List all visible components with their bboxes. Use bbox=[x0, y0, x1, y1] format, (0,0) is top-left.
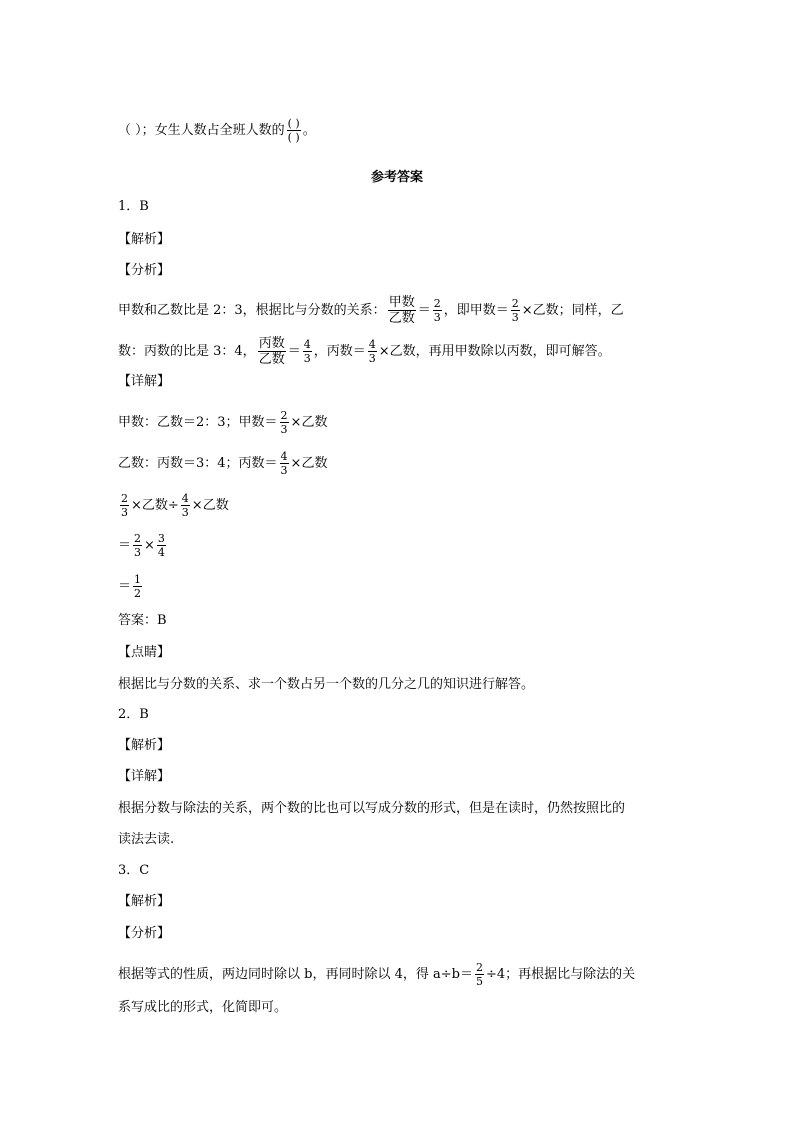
question-end: 。 bbox=[302, 123, 316, 138]
question-tail-line bbox=[118, 118, 316, 143]
text-segment: ＝ bbox=[118, 579, 132, 594]
fraction-denominator: 3 bbox=[280, 464, 288, 477]
fraction-denominator: 乙数 bbox=[388, 311, 415, 326]
q1-detail-line-1 bbox=[118, 410, 327, 435]
text-segment: 甲数和乙数比是 2：3，根据比与分数的关系： bbox=[118, 303, 386, 318]
fraction bbox=[157, 533, 166, 558]
fraction-numerator: 丙数 bbox=[258, 336, 285, 351]
fraction-denominator: 3 bbox=[280, 423, 288, 436]
fraction-denominator: 3 bbox=[511, 311, 519, 324]
fraction bbox=[133, 533, 142, 558]
fraction bbox=[181, 493, 190, 518]
q1-fenxi-heading: 【分析】 bbox=[118, 263, 171, 278]
fraction-numerator: ( ) bbox=[287, 117, 300, 130]
fraction-denominator: 乙数 bbox=[258, 352, 285, 367]
fraction-numerator: 4 bbox=[303, 338, 311, 351]
fraction-numerator: 2 bbox=[433, 297, 441, 310]
q3-analysis-line-1 bbox=[118, 962, 635, 987]
q1-jiexi-heading: 【解析】 bbox=[118, 232, 171, 247]
text-segment: ×乙数；同样，乙 bbox=[521, 303, 624, 318]
fraction-numerator: 2 bbox=[511, 297, 519, 310]
text-segment: 数：丙数的比是 3：4， bbox=[118, 344, 256, 359]
fraction bbox=[258, 337, 286, 366]
q3-fenxi-heading: 【分析】 bbox=[118, 926, 171, 941]
text-segment: ＝ bbox=[118, 538, 132, 553]
fraction-denominator: 4 bbox=[157, 546, 165, 559]
q3-jiexi-heading: 【解析】 bbox=[118, 894, 171, 909]
text-segment: ＝ bbox=[417, 303, 431, 318]
q2-detail-line-1: 根据分数与除法的关系，两个数的比也可以写成分数的形式，但是在读时，仍然按照比的 bbox=[118, 801, 626, 816]
fraction bbox=[303, 339, 312, 364]
fraction-numerator: 4 bbox=[368, 338, 376, 351]
fraction-denominator: 3 bbox=[121, 506, 128, 519]
fraction-denominator: 3 bbox=[181, 506, 189, 519]
text-segment: ÷4；再根据比与除法的关 bbox=[485, 967, 636, 982]
text-segment: 乙数：丙数＝3：4；丙数＝ bbox=[118, 456, 278, 471]
fraction-numerator: 3 bbox=[157, 532, 165, 545]
text-segment: ×乙数 bbox=[290, 415, 328, 430]
fraction bbox=[280, 451, 289, 476]
fraction bbox=[433, 298, 442, 323]
q3-number: 3．C bbox=[118, 863, 150, 878]
q1-detail-line-2 bbox=[118, 451, 327, 476]
q1-summary: 根据比与分数的关系、求一个数占另一个数的几分之几的知识进行解答。 bbox=[118, 677, 535, 692]
text-segment: 根据等式的性质，两边同时除以 b，再同时除以 4，得 a÷b＝ bbox=[118, 967, 473, 982]
fraction bbox=[133, 574, 142, 599]
text-segment: × bbox=[144, 538, 155, 553]
fraction bbox=[120, 493, 129, 518]
fraction-numerator: 2 bbox=[134, 532, 142, 545]
q1-number: 1．B bbox=[118, 199, 149, 214]
text-segment: ，即甲数＝ bbox=[443, 303, 509, 318]
fraction-numerator: 2 bbox=[280, 409, 288, 422]
q2-detail-line-2: 读法去读. bbox=[118, 832, 175, 847]
fraction-denominator: 3 bbox=[433, 311, 441, 324]
text-segment: ×乙数÷ bbox=[131, 498, 179, 513]
fraction bbox=[511, 298, 520, 323]
fraction-denominator: 3 bbox=[368, 352, 376, 365]
question-text: （ ）；女生人数占全班人数的 bbox=[118, 123, 285, 138]
blank-fraction bbox=[287, 118, 301, 143]
q2-number: 2．B bbox=[118, 707, 149, 722]
text-segment: ×乙数，再用甲数除以丙数，即可解答。 bbox=[378, 344, 611, 359]
fraction-numerator: 2 bbox=[475, 961, 483, 974]
q1-detail-line-5 bbox=[118, 574, 144, 599]
q1-dianjing-heading: 【点睛】 bbox=[118, 645, 171, 660]
fraction-numerator: 甲数 bbox=[388, 295, 415, 310]
fraction bbox=[280, 410, 289, 435]
fraction-denominator: 5 bbox=[475, 975, 483, 988]
fraction-denominator: 3 bbox=[134, 546, 142, 559]
text-segment: ，丙数＝ bbox=[313, 344, 366, 359]
fraction-numerator: 2 bbox=[121, 492, 128, 505]
fraction-denominator: 2 bbox=[134, 587, 142, 600]
q2-xiangjie-heading: 【详解】 bbox=[118, 769, 171, 784]
fraction-numerator: 1 bbox=[134, 573, 142, 586]
fraction-denominator: ( ) bbox=[287, 131, 300, 144]
text-segment: ×乙数 bbox=[290, 456, 328, 471]
q1-xiangjie-heading: 【详解】 bbox=[118, 374, 171, 389]
fraction-numerator: 4 bbox=[181, 492, 189, 505]
text-segment: ×乙数 bbox=[191, 498, 229, 513]
text-segment: ＝ bbox=[287, 344, 301, 359]
q1-analysis-line-1 bbox=[118, 296, 624, 325]
q1-answer: 答案：B bbox=[118, 613, 167, 628]
q1-detail-line-4 bbox=[118, 533, 168, 558]
fraction bbox=[475, 962, 484, 987]
fraction bbox=[368, 339, 377, 364]
fraction-denominator: 3 bbox=[303, 352, 311, 365]
fraction-numerator: 4 bbox=[280, 450, 288, 463]
fraction bbox=[388, 296, 416, 325]
q3-analysis-line-2: 系写成比的形式，化简即可。 bbox=[118, 1000, 288, 1015]
q2-jiexi-heading: 【解析】 bbox=[118, 738, 171, 753]
q1-analysis-line-2 bbox=[118, 337, 611, 366]
answer-key-title: 参考答案 bbox=[370, 170, 423, 185]
text-segment: 甲数：乙数＝2：3；甲数＝ bbox=[118, 415, 278, 430]
q1-detail-line-3 bbox=[118, 493, 229, 518]
